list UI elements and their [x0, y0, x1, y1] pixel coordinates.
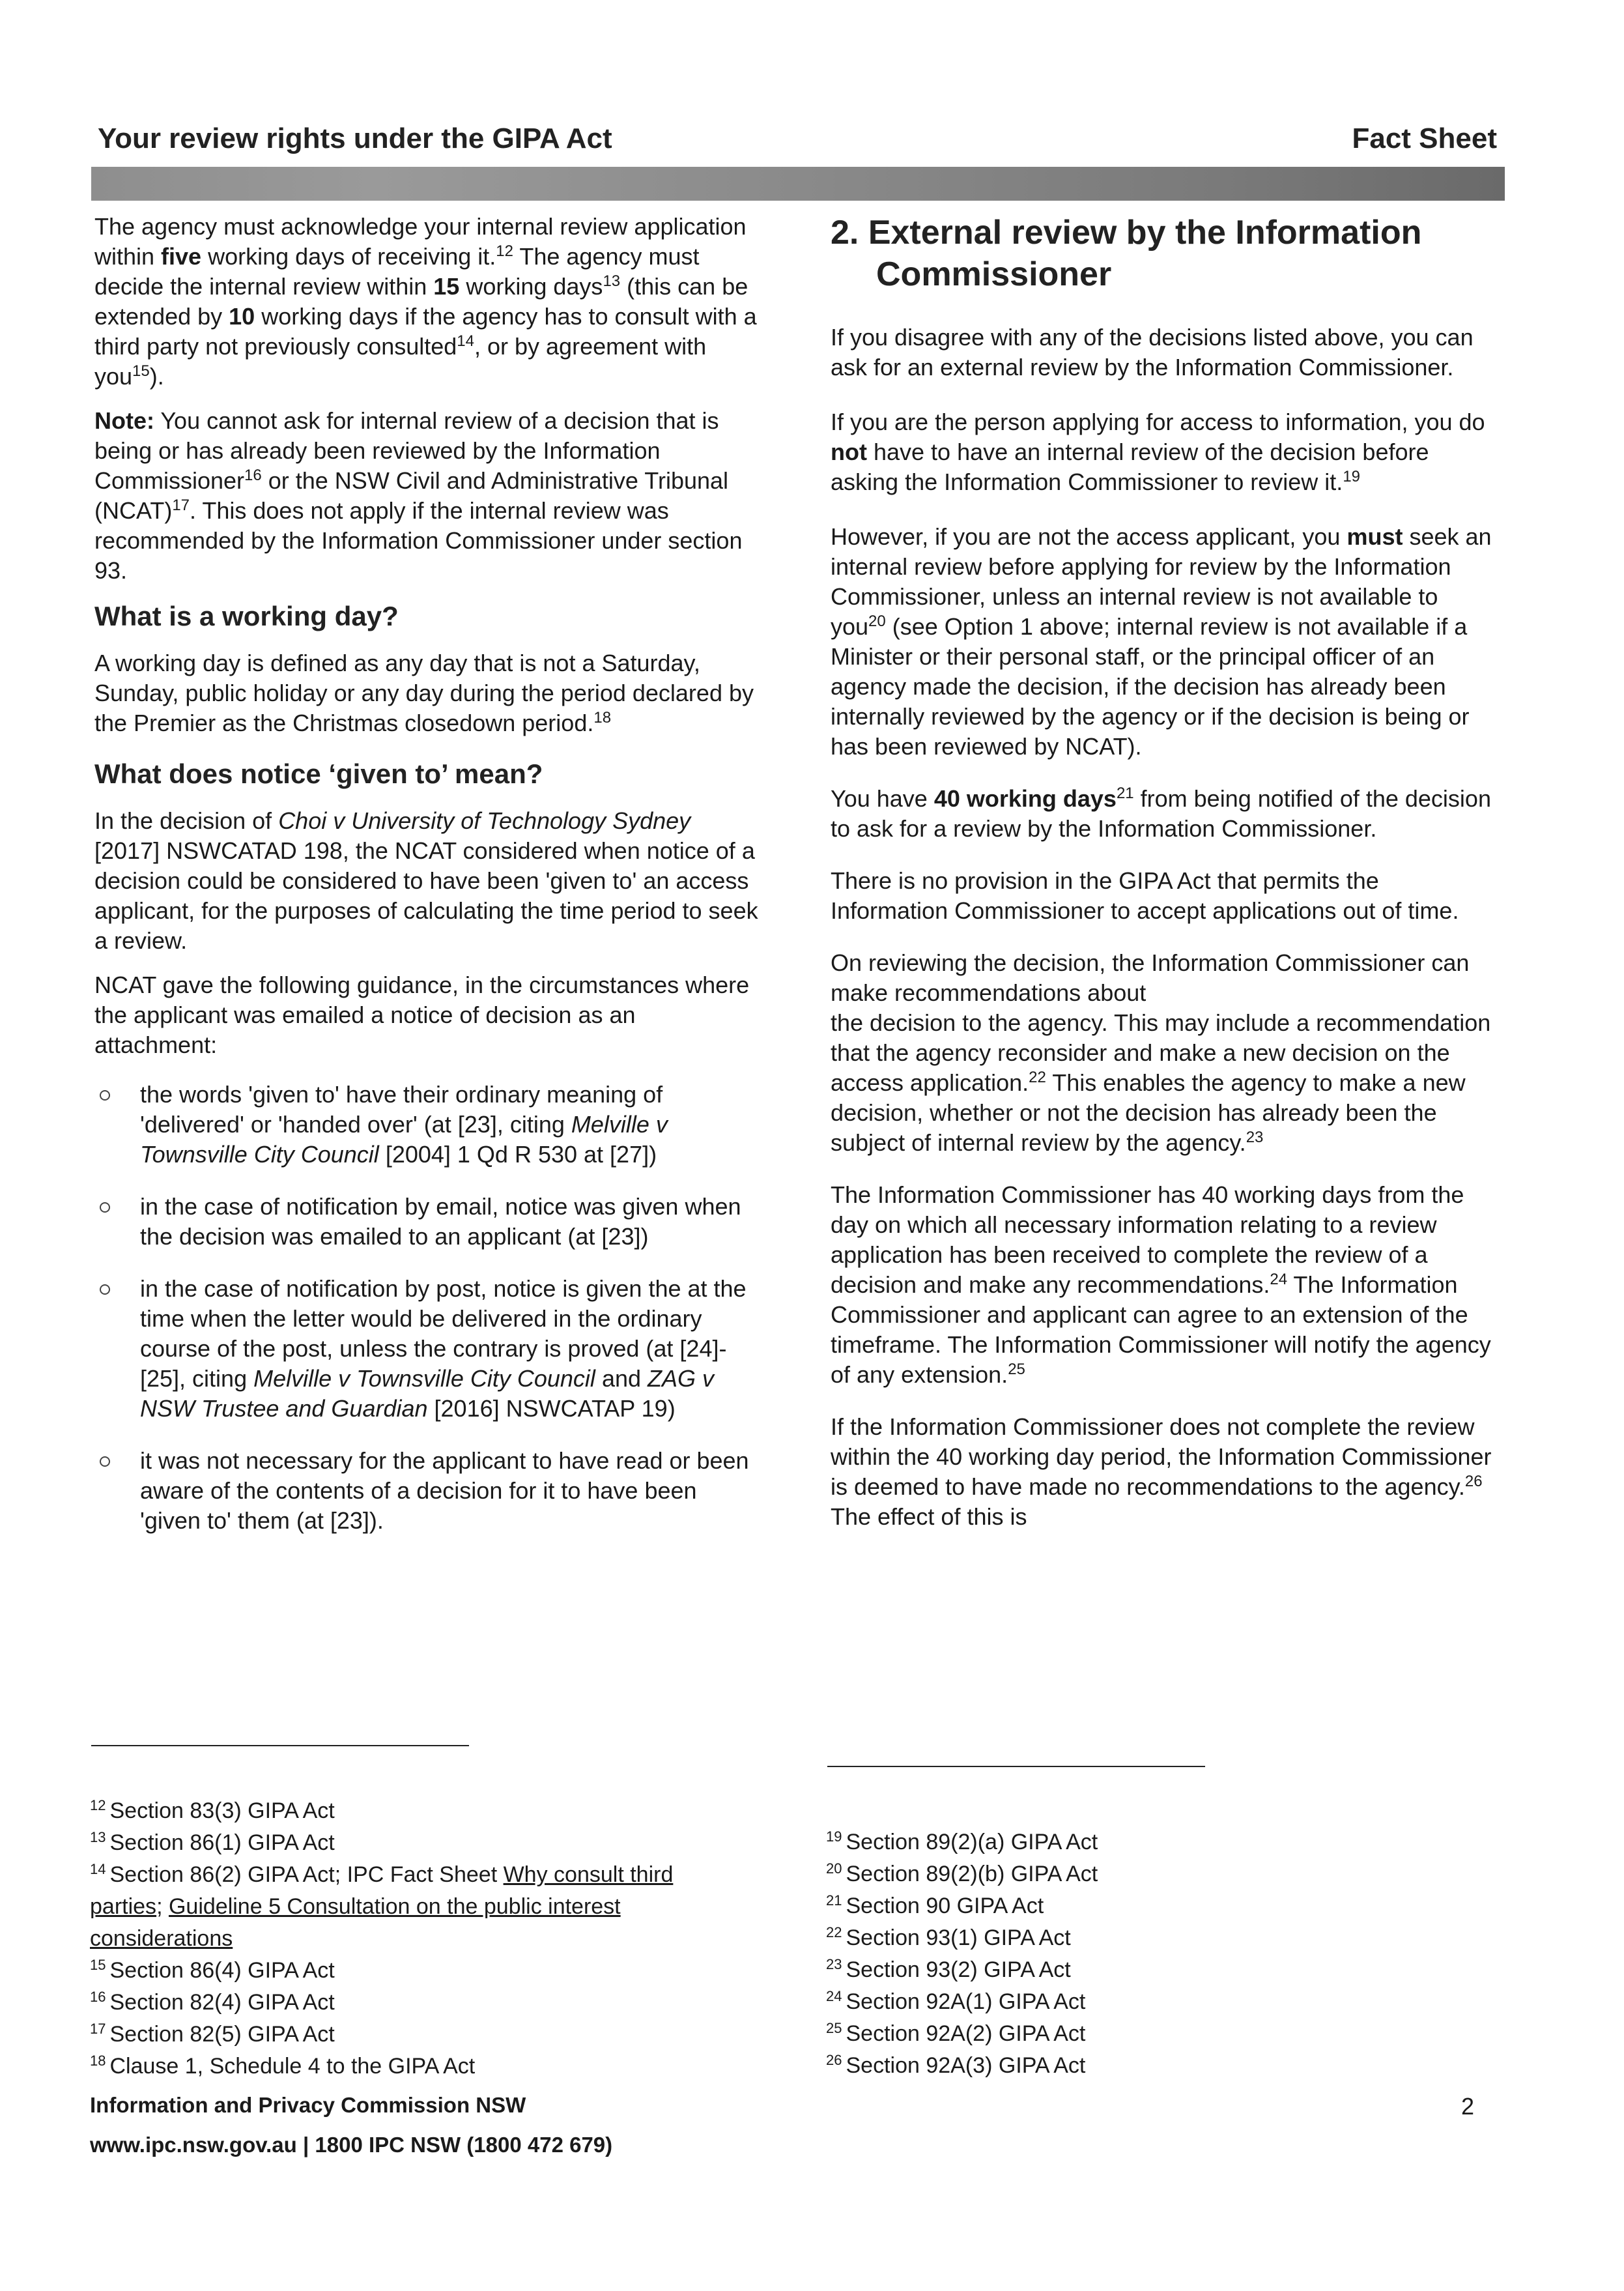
- guideline-link[interactable]: considerations: [90, 1926, 233, 1951]
- footnotes-right: [826, 1826, 1098, 2082]
- deemed-decision-paragraph: If the Information Commissioner does not complete the review within the 40 working day period, the Information Commissioner is deemed to have made no recommendations to the agency.$^{26}$ The effect of this is: [831, 1413, 1492, 1530]
- bullet-icon: [100, 1090, 110, 1101]
- bullet-icon: [100, 1202, 110, 1213]
- document-type-label: Fact Sheet: [1352, 122, 1497, 154]
- footnote: $^{22}$ Section 93(1) GIPA Act: [826, 1924, 1071, 1950]
- header-bar: [91, 167, 1505, 201]
- recommendations-paragraph: On reviewing the decision, the Information Commissioner can make recommendations about the decision to the agency. This may include a recommendation that the agency reconsider and make a new decision on the access application.$^{22}$ This enables the agency to make a new decision, whether or not the decision has already been the subject of internal review by the agency.$^{23}$: [831, 949, 1491, 1156]
- fact-sheet-link[interactable]: Why consult third: [503, 1862, 674, 1887]
- working-day-paragraph: A working day is defined as any day that is not a Saturday, Sunday, public holiday or any day during the period declared by the Premier as the Christmas closedown period.$^{18}$: [94, 650, 754, 736]
- access-applicant-paragraph: If you are the person applying for access to information, you do not have to have an internal review of the decision before asking the Information Commissioner to review it.$^{19}$: [831, 409, 1485, 495]
- footnote-continuation: [90, 1923, 673, 1955]
- list-item: in the case of notification by email, notice was given when the decision was emailed to an applicant (at [23]): [94, 1192, 759, 1252]
- footnote: $^{16}$ Section 82(4) GIPA Act: [90, 1988, 335, 2015]
- document-title: Your review rights under the GIPA Act: [98, 122, 612, 154]
- list-item: the words 'given to' have their ordinary meaning of 'delivered' or 'handed over' (at [23], citing Melville v Townsville City Council [2004] 1 Qd R 530 at [27]): [94, 1080, 759, 1170]
- footnote: $^{26}$ Section 92A(3) GIPA Act: [826, 2051, 1086, 2078]
- notice-paragraph: In the decision of Choi v University of Technology Sydney [2017] NSWCATAD 198, the NCAT considered when notice of a decision could be considered to have been 'given to' an access applicant, for the purposes of calculating the time period to seek a review.: [94, 807, 758, 954]
- footnote: $^{21}$ Section 90 GIPA Act: [826, 1892, 1044, 1918]
- guideline-link[interactable]: Guideline 5 Consultation on the public interest: [168, 1894, 621, 1919]
- footnote: $^{20}$ Section 89(2)(b) GIPA Act: [826, 1860, 1098, 1886]
- footer-contact[interactable]: www.ipc.nsw.gov.au | 1800 IPC NSW (1800 472 679): [90, 2133, 613, 2157]
- working-day-heading: What is a working day?: [94, 601, 399, 631]
- note-paragraph: Note: You cannot ask for internal review of a decision that is being or has already been reviewed by the Information Commissioner$^{16}$ or the NSW Civil and Administrative Tribunal (NCAT)$^{17}$. This does not apply if the internal review was recommended by the Information Commissioner under section 93.: [94, 407, 743, 584]
- footnote: $^{25}$ Section 92A(2) GIPA Act: [826, 2019, 1086, 2046]
- time-limit-paragraph: You have 40 working days$^{21}$ from being notified of the decision to ask for a review by the Information Commissioner.: [831, 785, 1491, 842]
- footnote: $^{18}$ Clause 1, Schedule 4 to the GIPA Act: [90, 2052, 476, 2079]
- footnote-rule-left: [91, 1745, 469, 1746]
- footnote: $^{19}$ Section 89(2)(a) GIPA Act: [826, 1828, 1098, 1854]
- left-column: [94, 212, 759, 1558]
- external-review-heading: 2. External review by the Information Commissioner: [831, 214, 1422, 293]
- footnote: $^{12}$ Section 83(3) GIPA Act: [90, 1796, 335, 1823]
- bullet-icon: [100, 1284, 110, 1295]
- list-item: in the case of notification by post, notice is given the at the time when the letter would be delivered in the ordinary course of the post, unless the contrary is proved (at [24]-[25], citing Melville v Townsville City Council and ZAG v NSW Trustee and Guardian [2016] NSWCATAP 19): [94, 1274, 759, 1424]
- page-number: 2: [1461, 2093, 1475, 2120]
- non-applicant-paragraph: However, if you are not the access applicant, you must seek an internal review before applying for review by the Information Commissioner, unless an internal review is not available to you$^{20}$ (see Option 1 above; internal review is not available if a Minister or their personal staff, or the principal officer of an agency made the decision, if the decision has already been internally reviewed by the agency or if the decision is being or has been reviewed by NCAT).: [831, 523, 1492, 760]
- footnote: $^{15}$ Section 86(4) GIPA Act: [90, 1956, 335, 1983]
- list-item: it was not necessary for the applicant to have read or been aware of the contents of a decision for it to have been 'given to' them (at [23]).: [94, 1446, 759, 1536]
- bullet-icon: [100, 1456, 110, 1467]
- guidance-paragraph: NCAT gave the following guidance, in the circumstances where the applicant was emailed a notice of decision as an attachment:: [94, 972, 750, 1058]
- footnote: $^{24}$ Section 92A(1) GIPA Act: [826, 1987, 1086, 2014]
- guidance-list: [94, 1080, 759, 1536]
- footer-organisation: Information and Privacy Commission NSW: [90, 2093, 526, 2117]
- review-timeframe-paragraph: The Information Commissioner has 40 working days from the day on which all necessary information relating to a review application has been received to complete the review of a decision and make any recommendations.$^{24}$ The Information Commissioner and applicant can agree to an extension of the timeframe. The Information Commissioner will notify the agency of any extension.$^{25}$: [831, 1181, 1491, 1388]
- footnote: $^{13}$ Section 86(1) GIPA Act: [90, 1828, 335, 1855]
- external-review-intro: If you disagree with any of the decisions listed above, you can ask for an external review by the Information Commissioner.: [831, 324, 1474, 381]
- fact-sheet-link[interactable]: parties: [90, 1894, 157, 1919]
- footnotes-left: [90, 1795, 673, 2082]
- notice-given-heading: What does notice ‘given to’ mean?: [94, 758, 543, 789]
- footnote-rule-right: [827, 1766, 1205, 1767]
- footnote: $^{14}$ Section 86(2) GIPA Act; IPC Fact Sheet Why consult third: [90, 1860, 674, 1887]
- out-of-time-paragraph: There is no provision in the GIPA Act that permits the Information Commissioner to accept applications out of time.: [831, 867, 1459, 924]
- footnote: $^{23}$ Section 93(2) GIPA Act: [826, 1955, 1071, 1982]
- footnote-continuation: parties; Guideline 5 Consultation on the public interest: [90, 1894, 621, 1919]
- internal-review-timeframe-paragraph: The agency must acknowledge your internal review application within five working days of receiving it.$^{12}$ The agency must decide the internal review within 15 working days$^{13}$ (this can be extended by 10 working days if the agency has to consult with a third party not previously consulted$^{14}$, or by agreement with you$^{15}$).: [94, 213, 757, 390]
- right-column: [831, 212, 1495, 1546]
- footnote: $^{17}$ Section 82(5) GIPA Act: [90, 2020, 335, 2047]
